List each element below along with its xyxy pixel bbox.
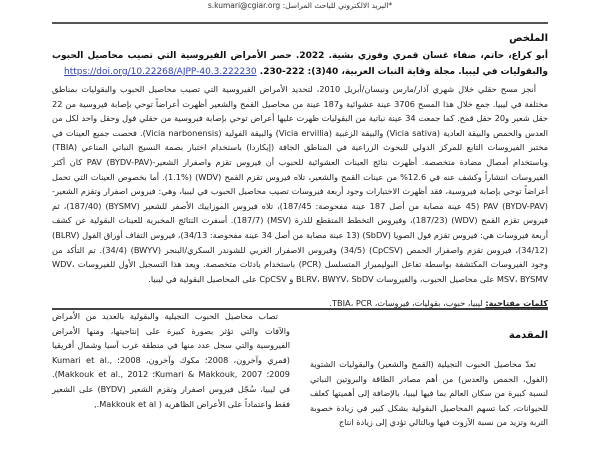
top-divider [52,22,548,24]
citation [52,48,548,80]
introduction-heading: المقدمة [508,330,548,341]
abstract-paragraph: أنجز مسح حقلي خلال شهري آذار/مارس ونيسان/أبريل 2010، لتحديد الأمراض الفيروسية التي تصيب محاصيل الحبوب والبقوليات بمناطق مختلفة في ليبيا. جمع خلال هذا المسح 3706 عينة عشوائية و187 عينة من محاصيل القمح والشعير أظهرت أعراضاً توحي بإصابة فيروسية من 22 حقل شعير و20 حقل قمح. كما جمعت 34 عينة نباتية من البقوليات ظهرت عليها أعراض توحي بإصابة فيروسية من حقلي فول وحقل واحد لكل من العدس والحمص والبيقة العادية (Vicia sativa) والبيقة الزغبية (Vicia ervillia) والبيقة الفولية (Vicia narbonensis). فحصت جميع العينات في مختبر الفيروسات التابع للمركز الدولي للبحوث الزراعية في المناطق الجافة (إيكاردا) باستخدام اختبار بصمة النسيج النباتي المناعي (TBIA) وباستخدام أمصال مضادة متخصصة. أظهرت نتائج العينات العشوائية للحبوب أن فيروس تقزم واصفرار الشعير-PAV (BYDV-PAV) كان أكثر الفيروسات انتشاراً وكشف عنه في 12.6% من عينات القمح والشعير، تلاه فيروس تقزم القمح (WDV) (1.1%). أما بخصوص العينات التي تحمل أعراضاً توحي بإصابة فيروسية، فقد أظهرت الاختبارات وجود أربعة فيروسات تصيب محاصيل الحبوب في ليبيا، وهي: فيروس اصفرار وتقزم الشعير-PAV (BYDV-PAV) (45 عينة مصابة من أصل 187 عينة مفحوصة: 187/45)، تلاه فيروس الموزاييك الأصفر للشعير (BYSMV) (187/40)، ثم فيروس تقزم القمح (WDV) (187/23)، وفيروس التخطط المتقطع للذرة (MSV) (187/7). أسفرت النتائج المخبرية للعينات البقولية عن كشف أربعة فيروسات هي: فيروس تقزم فول الصويا (SbDV) (13 عينة مصابة من أصل 34 عينة مفحوصة: 34/13)، فيروس التفاف أوراق الفول (BLRV) (34/12)، فيروس تقزم واصفرار الحمص (CpCSV) (34/5) وفيروس الاصفرار الغربي للشوندر السكري/البنجر (BWYV) (34/4). تم التأكد من وجود الفيروسات المكتشفة بواسطة تفاعل البوليميراز المتسلسل (PCR) باستخدام بادئات متخصصة. ويعد هذا التسجيل الأول للفيروسات WDV، MSV، BYSMV على محاصيل الحبوب، والفيروسات BLRV، BWYV، SbDV و CpCSV على المحاصيل البقولية في ليبيا. [52,84,549,284]
doi-link[interactable]: https://doi.org/10.22268/AJPP-40.3.222230 [64,67,257,77]
intro-paragraph-2: تصاب محاصيل الحبوب النجيلية والبقولية بالعديد من الأمراض والآفات والتي تؤثر بصورة كبيرة على إنتاجيتها، ومنها الأمراض الفيروسية والتي سجل عدد منها في منطقة غرب آسيا وشمال أفريقيا (قمري وآخرون، 2008؛ مكوك وآخرون، 2008؛ Kumari et al., 2009؛ Kumari & Makkouk, 2007؛ Makkouk et al., 2012). في ليبيا، سُجّل فيروس اصفرار وتقزم الشعير (BYDV) على الشعير فقط واعتماداً على الأعراض الظاهرية ( Makkouk et al., [52,311,290,409]
introduction-column-right [310,357,548,430]
email-label: *البريد الالكتروني للباحث المراسل: [282,1,393,10]
email-address: s.kumari@cgiar.org [207,1,281,10]
keywords-values: ليبيا، حبوب، بقوليات، فيروسات، TBIA، PCR. [329,298,483,308]
keywords-label: كلمات مفتاحية: [485,298,548,308]
abstract-body [52,82,548,286]
corresponding-author-email-line [150,1,450,10]
introduction-column-left [52,309,290,411]
citation-text: أبو كراع، حاتم، صفاء غسان قمري وفوزي بشية. 2022. حصر الأمراض الفيروسية التي تصيب محاصيل الحبوب والبقوليات في ليبيا. مجلة وقاية النبات العربية، 40(3): 222-230. [52,51,549,77]
abstract-heading: الملخص [509,33,548,44]
intro-paragraph-1: تعدّ محاصيل الحبوب النجيلية (القمح والشعير) والبقوليات الشتوية (الفول، الحمص والعدس) من أهم مصادر الطاقة والبروتين النباتي لنسبة كبيرة من سكان العالم بما فيها ليبيا، بالإضافة إلى أهميتها كعلف للحيوانات، كما تسهم المحاصيل البقولية بشكل كبير في زيادة خصوبة التربة وتزيد من نسبة الآزوت فيها وبالتالي تؤدي إلى زيادة انتاج [310,359,548,428]
